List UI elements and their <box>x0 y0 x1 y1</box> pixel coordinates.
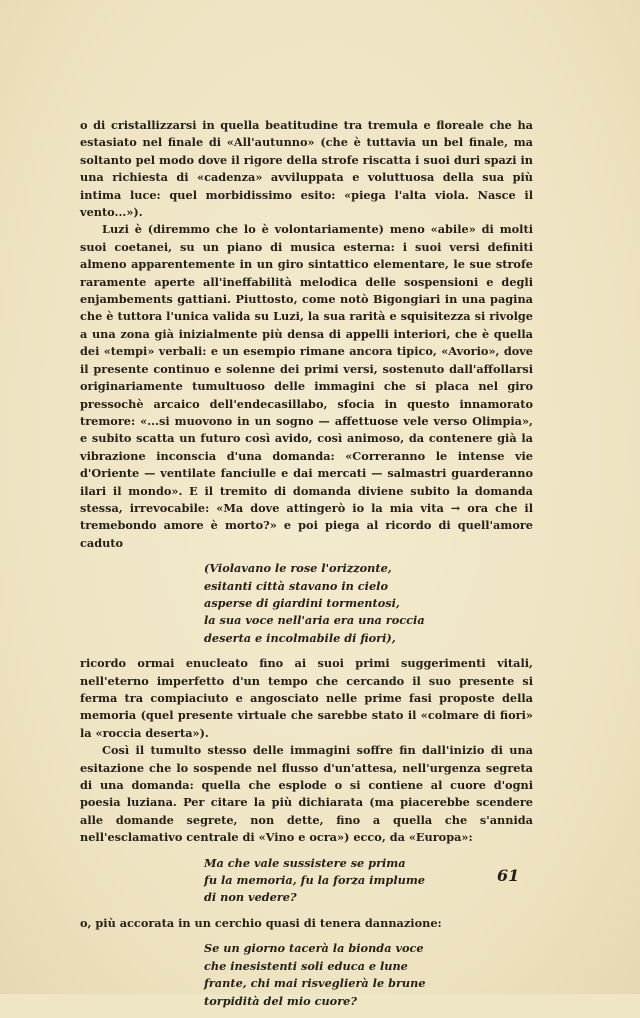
poem-line: di non vedere? <box>204 890 297 905</box>
poem-quote <box>204 855 533 907</box>
poem-line: Se un giorno tacerà la bionda voce <box>204 941 424 956</box>
poem-line: la sua voce nell'aria era una roccia <box>204 613 425 628</box>
paragraph: ricordo ormai enucleato fino ai suoi primi suggerimenti vitali, nell'eterno imperfetto d'un tempo che cercando il suo presente si ferma tra compiaciuto e angosciato nelle prime fasi proposte della memoria (quel presente virtuale che sarebbe stato il «colmare di fiori» la «roccia deserta»). <box>80 656 533 740</box>
page-number: 61 <box>497 866 520 885</box>
poem-line: che inesistenti soli educa e lune <box>204 958 408 973</box>
paragraph: o, più accorata in un cerchio quasi di tenera dannazione: <box>80 915 442 930</box>
paragraph: Luzi è (diremmo che lo è volontariamente) meno «abile» di molti suoi coetanei, su un piano di musica esterna: i suoi versi definiti almeno apparentemente in un giro sintattico elementare, le sue strofe raramente aperte all'ineffabilità melodica delle sospensioni e degli enjambements gattiani. Piuttosto, come notò Bigongiari in una pagina che è tuttora l'unica valida su Luzi, la sua rarità e squisitezza si rivolge a una zona già inizialmente più densa di appelli interiori, che è quella dei «tempi» verbali: e un esempio rimane ancora tipico, «Avorio», dove il presente continuo e solenne dei primi versi, sostenuto dall'affollarsi originariamente tumultuoso delle immagini che si placa nel giro pressochè arcaico dell'endecasillabo, sfocia in questo innamorato tremore: «...si muovono in un sogno — affettuose vele verso Olimpia», e subito scatta un futuro così avido, così animoso, da contenere già la vibrazione inconscia d'una domanda: «Correranno le intense vie d'Oriente — ventilate fanciulle e dai mercati — salmastri guarderanno ilari il mondo». E il tremito di domanda diviene subito la domanda stessa, irrevocabile: «Ma dove attingerò io la mia vita → ora che il tremebondo amore è morto?» e poi piega al ricordo di quell'amore caduto <box>80 222 533 550</box>
body-text <box>80 117 533 1018</box>
paragraph: Così il tumulto stesso delle immagini soffre fin dall'inizio di una esitazione che lo sospende nel flusso d'un'attesa, nell'urgenza segreta di una domanda: quella che esplode o si contiene al cuore d'ogni poesia luziana. Per citare la più dichiarata (ma piacerebbe scendere alle domande segrete, non dette, fino a quella che s'annida nell'esclamativo centrale di «Vino e ocra») ecco, da «Europa»: <box>80 743 533 845</box>
paragraph: o di cristallizzarsi in quella beatitudine tra tremula e floreale che ha estasiato nel finale di «All'autunno» (che è tuttavia un bel finale, ma soltanto pel modo dove il rigore della strofe riscatta i suoi duri spazi in una richiesta di «cadenza» avviluppata e voluttuosa della sua più intima luce: quel morbidissimo esito: «piega l'alta viola. Nasce il vento...»). <box>80 118 533 220</box>
poem-line: asperse di giardini tormentosi, <box>204 595 400 610</box>
poem-quote <box>204 940 533 1010</box>
poem-line: fu la memoria, fu la forza implume <box>204 873 425 888</box>
poem-line: deserta e incolmabile di fiori), <box>204 630 396 645</box>
poem-quote <box>204 560 533 647</box>
poem-line: Ma che vale sussistere se prima <box>204 855 406 870</box>
poem-line: frante, chi mai risveglierà le brune <box>204 976 426 991</box>
poem-line: torpidità del mio cuore? <box>204 993 357 1008</box>
poem-line: esitanti città stavano in cielo <box>204 578 388 593</box>
poem-line: (Violavano le rose l'orizzonte, <box>204 561 392 576</box>
